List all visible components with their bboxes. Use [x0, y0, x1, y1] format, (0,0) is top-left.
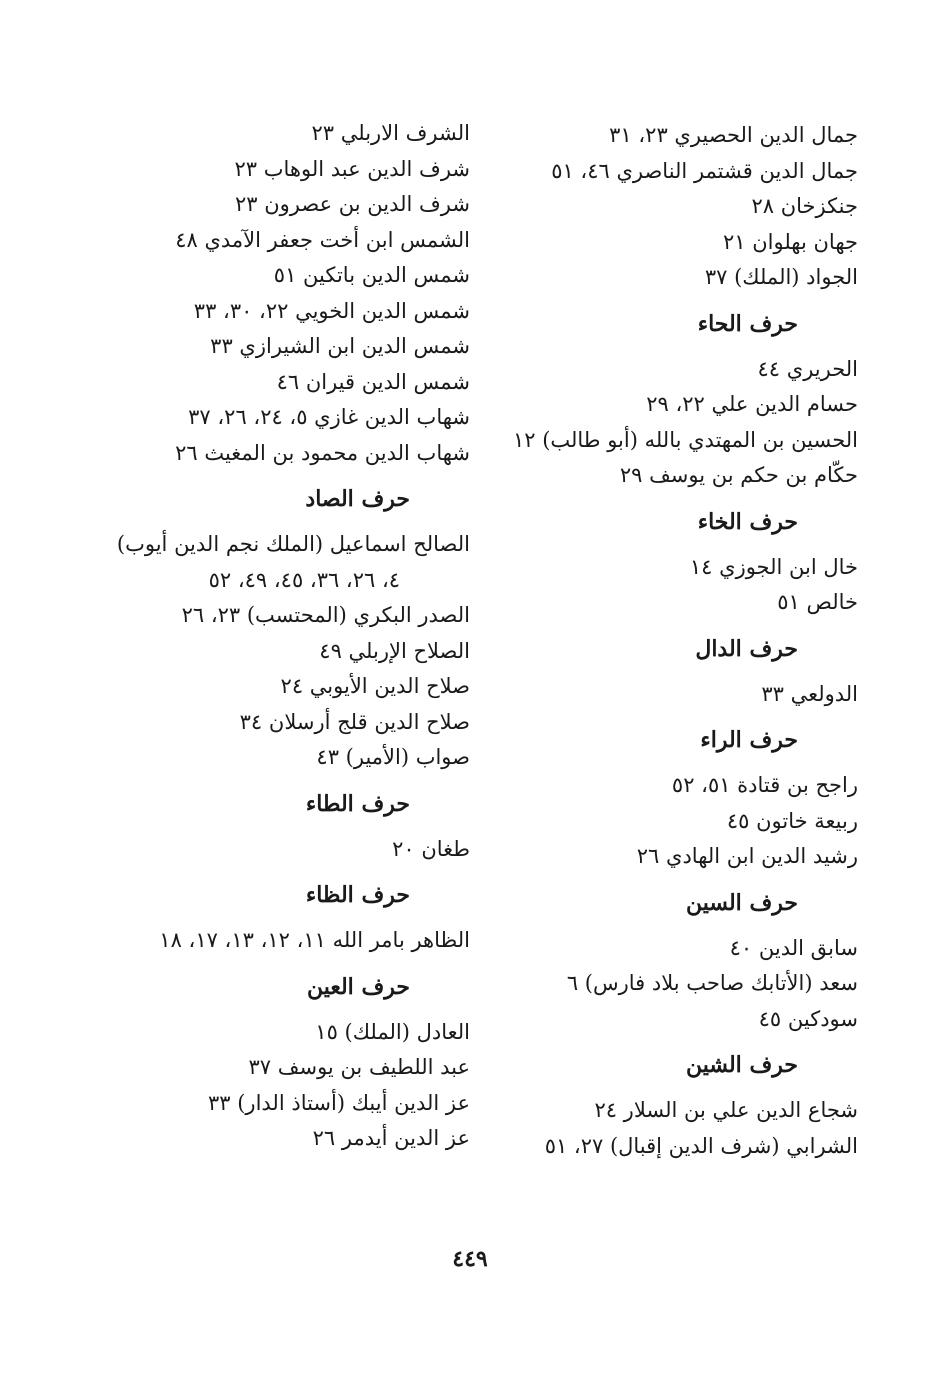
- index-entry: الظاهر بامر الله ١١، ١٢، ١٣، ١٧، ١٨: [159, 928, 470, 952]
- letter-section-heading: حرف الخاء: [697, 508, 798, 535]
- index-entry: شرف الدين بن عصرون ٢٣: [234, 192, 470, 216]
- letter-section-heading: حرف السين: [685, 889, 798, 916]
- index-entry: رشيد الدين ابن الهادي ٢٦: [636, 844, 858, 868]
- index-entry: شهاب الدين غازي ٥، ٢٤، ٢٦، ٣٧: [188, 405, 470, 429]
- index-entry: شمس الدين باتكين ٥١: [273, 263, 470, 287]
- letter-section-heading: حرف الدال: [695, 635, 798, 662]
- index-entry: صلاح الدين الأيوبي ٢٤: [280, 674, 470, 698]
- index-entry: شمس الدين الخويي ٢٢، ٣٠، ٣٣: [193, 298, 470, 323]
- index-entry: جمال الدين قشتمر الناصري ٤٦، ٥١: [551, 158, 858, 183]
- index-entry: الشمس ابن أخت جعفر الآمدي ٤٨: [175, 227, 470, 252]
- index-entry: الشرف الاربلي ٢٣: [311, 121, 470, 145]
- index-entry: سعد (الأتابك صاحب بلاد فارس) ٦: [566, 971, 858, 995]
- index-entry: الحريري ٤٤: [757, 356, 858, 381]
- index-entry: سودكين ٤٥: [758, 1006, 858, 1031]
- index-entry: عز الدين أيبك (أستاذ الدار) ٣٣: [208, 1090, 470, 1115]
- index-entry-continuation: ٤، ٢٦، ٣٦، ٤٥، ٤٩، ٥٢: [208, 567, 400, 592]
- page-number: ٤٤٩: [452, 1246, 488, 1272]
- letter-section-heading: حرف الراء: [700, 727, 798, 753]
- index-entry: حسام الدين علي ٢٢، ٢٩: [646, 392, 858, 416]
- index-entry: الصلاح الإربلي ٤٩: [319, 638, 470, 663]
- index-entry: طغان ٢٠: [392, 836, 470, 861]
- index-entry: الصدر البكري (المحتسب) ٢٣، ٢٦: [181, 603, 470, 627]
- index-entry: حكّام بن حكم بن يوسف ٢٩: [619, 463, 858, 487]
- index-entry: شهاب الدين محمود بن المغيث ٢٦: [175, 440, 470, 465]
- index-entry: شجاع الدين علي بن السلار ٢٤: [594, 1098, 858, 1122]
- index-entry: خال ابن الجوزي ١٤: [689, 554, 858, 579]
- index-entry: العادل (الملك) ١٥: [315, 1019, 470, 1044]
- letter-section-heading: حرف الحاء: [697, 310, 798, 337]
- index-entry: ربيعة خاتون ٤٥: [726, 808, 858, 833]
- index-entry: الجواد (الملك) ٣٧: [704, 265, 858, 289]
- letter-section-heading: حرف العين: [306, 973, 410, 1000]
- index-entry: شرف الدين عبد الوهاب ٢٣: [234, 156, 470, 181]
- index-entry: شمس الدين قيران ٤٦: [276, 369, 470, 394]
- letter-section-heading: حرف الشين: [685, 1052, 798, 1078]
- index-entry: خالص ٥١: [777, 590, 858, 614]
- index-entry: الشرابي (شرف الدين إقبال) ٢٧، ٥١: [544, 1133, 858, 1158]
- index-entry: شمس الدين ابن الشيرازي ٣٣: [210, 334, 470, 358]
- index-entry: جمال الدين الحصيري ٢٣، ٣١: [609, 123, 858, 147]
- index-entry: راجح بن قتادة ٥١، ٥٢: [671, 773, 858, 797]
- letter-section-heading: حرف الظاء: [305, 882, 410, 908]
- letter-section-heading: حرف الصاد: [305, 486, 410, 512]
- index-entry: صواب (الأمير) ٤٣: [316, 745, 470, 769]
- letter-section-heading: حرف الطاء: [305, 790, 410, 817]
- index-entry: الحسين بن المهتدي بالله (أبو طالب) ١٢: [512, 427, 858, 452]
- index-column-left: [70, 116, 470, 1157]
- index-entry: عز الدين أيدمر ٢٦: [312, 1126, 470, 1150]
- index-entry: سابق الدين ٤٠: [729, 935, 858, 960]
- index-entry: عبد اللطيف بن يوسف ٣٧: [248, 1055, 470, 1079]
- index-entry: صلاح الدين قلج أرسلان ٣٤: [239, 709, 470, 734]
- index-column-right: [458, 118, 858, 1164]
- index-entry: الصالح اسماعيل (الملك نجم الدين أيوب): [116, 532, 470, 556]
- index-entry: جهان بهلوان ٢١: [723, 229, 858, 254]
- index-entry: جنكزخان ٢٨: [751, 194, 858, 218]
- index-entry: الدولعي ٣٣: [761, 681, 858, 706]
